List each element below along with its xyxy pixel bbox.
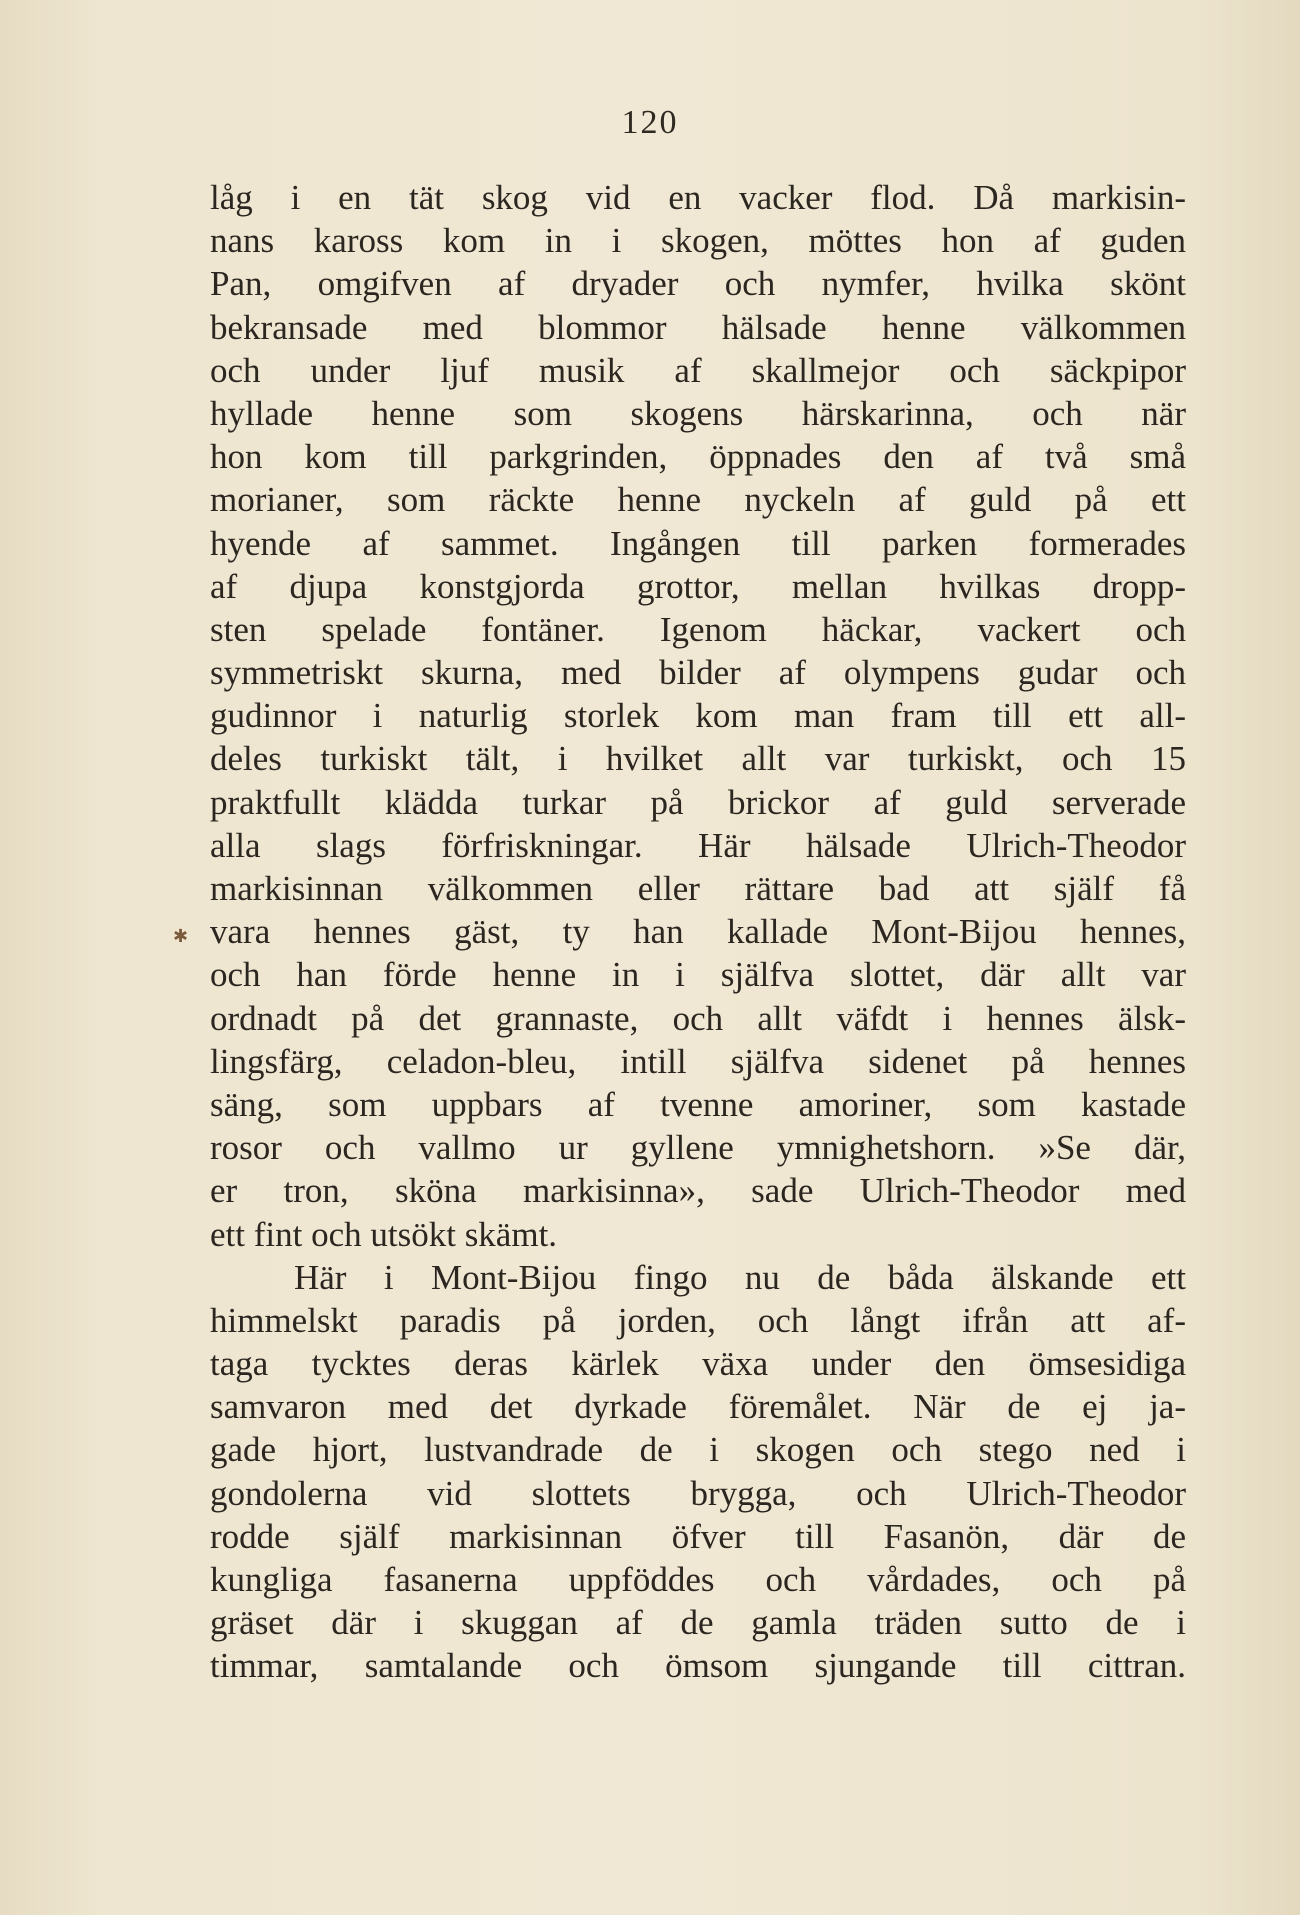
text-line: morianer, som räckte henne nyckeln af guld på ett (210, 480, 1186, 520)
paragraph-2 (210, 1256, 1186, 1688)
text-line: gondolerna vid slottets brygga, och Ulrich-Theodor (210, 1473, 1186, 1513)
text-line: symmetriskt skurna, med bilder af olympens gudar och (210, 653, 1186, 693)
text-line: låg i en tät skog vid en vacker flod. Då markisin- (210, 178, 1186, 217)
text-line: nans kaross kom in i skogen, möttes hon af guden (210, 221, 1186, 261)
text-line: lingsfärg, celadon-bleu, intill själfva sidenet på hennes (210, 1041, 1186, 1081)
text-line: bekransade med blommor hälsade henne välkommen (210, 307, 1186, 347)
text-line: samvaron med det dyrkade föremålet. När de ej ja- (210, 1387, 1186, 1427)
text-line: och under ljuf musik af skallmejor och säckpipor (210, 350, 1186, 390)
text-line: Här i Mont-Bijou fingo nu de båda älskande ett (294, 1257, 1186, 1297)
text-line: ordnadt på det grannaste, och allt väfdt i hennes älsk- (210, 998, 1186, 1038)
body-text (210, 176, 1186, 1688)
text-line: gade hjort, lustvandrade de i skogen och stego ned i (210, 1430, 1186, 1470)
text-line: deles turkiskt tält, i hvilket allt var turkiskt, och 15 (210, 739, 1186, 779)
text-line: timmar, samtalande och ömsom sjungande till cittran. (210, 1646, 1186, 1686)
text-line: och han förde henne in i själfva slottet, där allt var (210, 955, 1186, 995)
text-line: taga tycktes deras kärlek växa under den ömsesidiga (210, 1344, 1186, 1384)
text-line: himmelskt paradis på jorden, och långt ifrån att af- (210, 1300, 1186, 1340)
text-line: er tron, sköna markisinna», sade Ulrich-Theodor med (210, 1171, 1186, 1211)
text-line: rosor och vallmo ur gyllene ymnighetshorn. »Se där, (210, 1128, 1186, 1168)
text-line: Pan, omgifven af dryader och nymfer, hvilka skönt (210, 264, 1186, 304)
text-line: säng, som uppbars af tvenne amoriner, som kastade (210, 1084, 1186, 1124)
margin-pencil-mark: ✱ (173, 926, 189, 947)
text-line: hyende af sammet. Ingången till parken formerades (210, 523, 1186, 563)
text-line: af djupa konstgjorda grottor, mellan hvilkas dropp- (210, 566, 1186, 606)
text-line: ett fint och utsökt skämt. (210, 1214, 558, 1254)
text-line: praktfullt klädda turkar på brickor af guld serverade (210, 782, 1186, 822)
text-line: alla slags förfriskningar. Här hälsade Ulrich-Theodor (210, 825, 1186, 865)
text-line: rodde själf markisinnan öfver till Fasanön, där de (210, 1516, 1186, 1556)
paragraph-1 (210, 176, 1186, 1256)
page-number: 120 (621, 104, 679, 141)
text-line: markisinnan välkommen eller rättare bad att själf få (210, 869, 1186, 908)
text-line: kungliga fasanerna uppföddes och vårdades, och på (210, 1560, 1186, 1599)
text-line: hyllade henne som skogens härskarinna, och när (210, 393, 1186, 433)
text-line: hon kom till parkgrinden, öppnades den af två små (210, 437, 1186, 477)
text-line: gräset där i skuggan af de gamla träden sutto de i (210, 1603, 1186, 1643)
text-line: gudinnor i naturlig storlek kom man fram till ett all- (210, 696, 1186, 736)
text-line: sten spelade fontäner. Igenom häckar, vackert och (210, 609, 1186, 649)
text-line: vara hennes gäst, ty han kallade Mont-Bijou hennes, (210, 912, 1186, 952)
